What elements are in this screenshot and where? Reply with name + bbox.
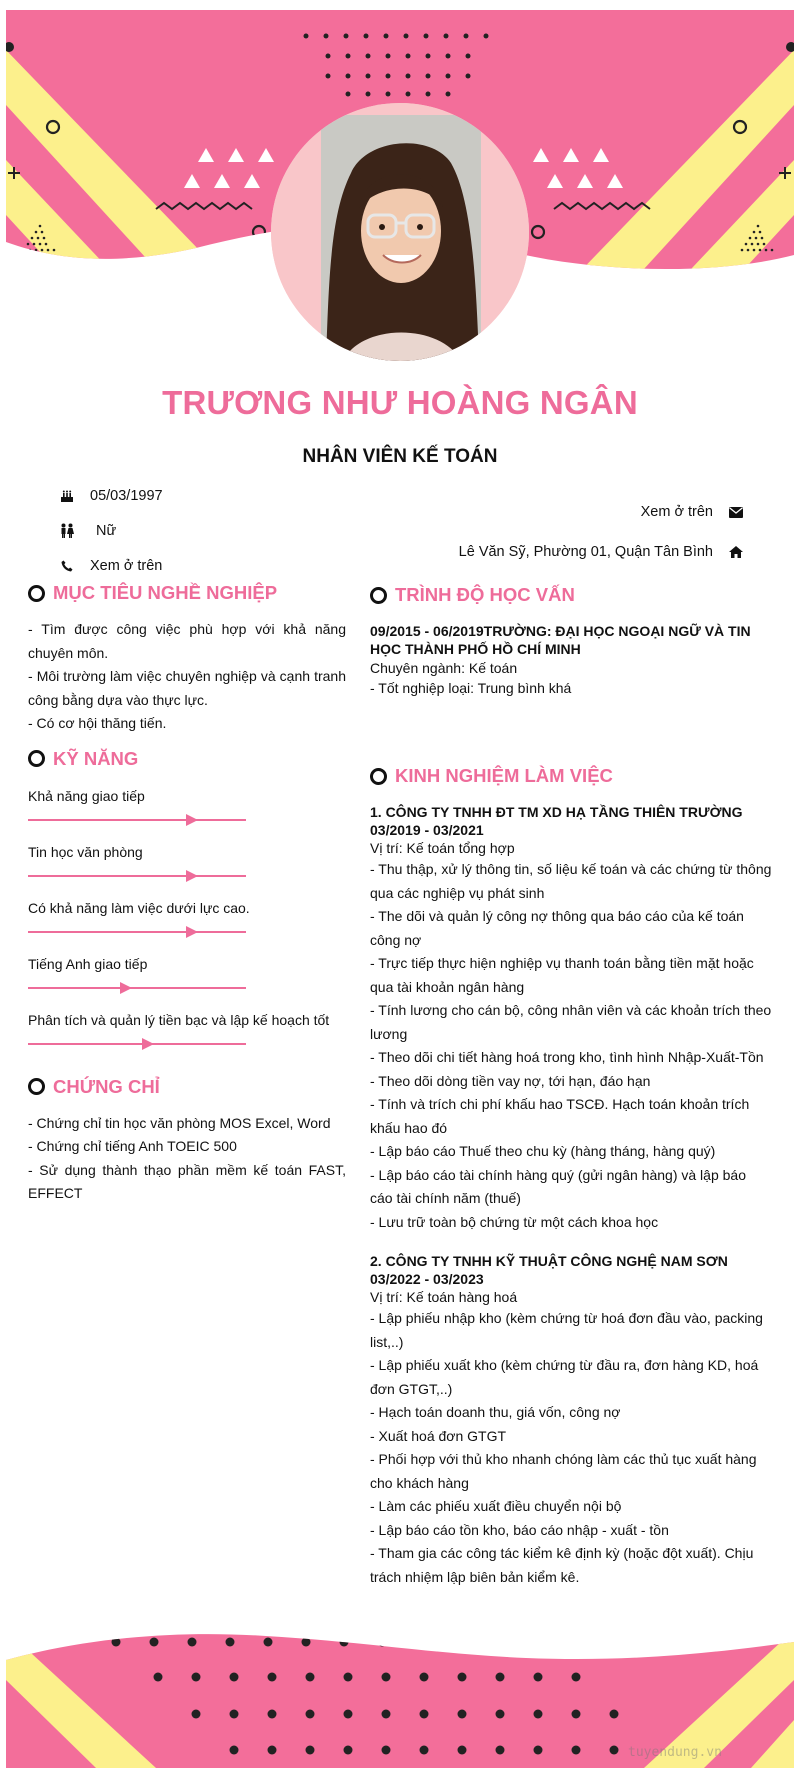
job-duty: - Tham gia các công tác kiểm kê định kỳ (hoặc đột xuất). Chịu trách nhiệm lập biên bản kiểm kê. xyxy=(370,1545,754,1585)
objective-header xyxy=(28,580,346,606)
phone-icon xyxy=(54,560,80,572)
contact-left xyxy=(54,478,163,583)
cv-paper xyxy=(6,10,794,1768)
skill-line xyxy=(28,987,246,989)
gender: Nữ xyxy=(96,522,117,539)
experience-title: KINH NGHIỆM LÀM VIỆC xyxy=(395,765,613,786)
skills-title: KỸ NĂNG xyxy=(53,747,139,769)
ring-icon xyxy=(28,1078,45,1095)
job-title: NHÂN VIÊN KẾ TOÁN xyxy=(302,446,498,467)
birthdate-row xyxy=(54,478,163,513)
profile-photo xyxy=(271,103,529,361)
ring-icon xyxy=(370,587,387,604)
right-column xyxy=(370,582,772,1607)
skill-marker xyxy=(120,982,132,994)
objective-title: MỤC TIÊU NGHỀ NGHIỆP xyxy=(53,582,278,603)
skill-marker xyxy=(142,1038,154,1050)
education-section xyxy=(370,582,772,699)
skill-item xyxy=(28,954,346,1006)
skill-label: Khả năng giao tiếp xyxy=(28,787,145,804)
job-duty: - Lập phiếu nhập kho (kèm chứng từ hoá đơn đầu vào, packing list,..) xyxy=(370,1310,763,1350)
job-company: 1. CÔNG TY TNHH ĐT TM XD HẠ TẦNG THIÊN TRƯỜNG xyxy=(370,804,743,820)
education-grade: - Tốt nghiệp loại: Trung bình khá xyxy=(370,680,572,696)
skill-bar xyxy=(28,976,246,1006)
skill-item xyxy=(28,786,346,838)
email-row xyxy=(459,492,749,532)
skill-line xyxy=(28,875,246,877)
address-row xyxy=(459,532,749,572)
avatar xyxy=(271,103,529,361)
job-duty: - Xuất hoá đơn GTGT xyxy=(370,1427,507,1444)
skill-label: Có khả năng làm việc dưới lực cao. xyxy=(28,899,250,916)
email: Xem ở trên xyxy=(640,504,713,520)
left-column xyxy=(28,580,346,1206)
candidate-name: TRƯƠNG NHƯ HOÀNG NGÂN xyxy=(162,384,638,421)
gender-row xyxy=(54,513,163,548)
skill-marker xyxy=(186,926,198,938)
skill-bar xyxy=(28,808,246,838)
job-position: Vị trí: Kế toán tổng hợp xyxy=(370,840,515,856)
watermark: tuyendung.vn xyxy=(628,1745,722,1760)
certificate-line: - Chứng chỉ tin học văn phòng MOS Excel, Word xyxy=(28,1114,331,1131)
certificate-line: - Sử dụng thành thạo phần mềm kế toán FAST, EFFECT xyxy=(28,1161,346,1201)
experience-section xyxy=(370,763,772,1589)
skill-bar xyxy=(28,920,246,950)
job-duty: - Làm các phiếu xuất điều chuyển nội bộ xyxy=(370,1498,622,1514)
skill-item xyxy=(28,898,346,950)
objective-line: - Môi trường làm việc chuyên nghiệp và cạnh tranh công bằng dựa vào thực lực. xyxy=(28,668,346,708)
experience-job-1 xyxy=(370,803,772,1234)
job-duty: - Tính và trích chi phí khấu hao TSCĐ. Hạch toán khoản trích khấu hao đó xyxy=(370,1096,750,1136)
job-company: 2. CÔNG TY TNHH KỸ THUẬT CÔNG NGHỆ NAM SƠN xyxy=(370,1253,728,1269)
job-duty: - Lưu trữ toàn bộ chứng từ một cách khoa học xyxy=(370,1213,659,1230)
certificates-title: CHỨNG CHỈ xyxy=(53,1075,160,1097)
job-position: Vị trí: Kế toán hàng hoá xyxy=(370,1289,518,1305)
objective-line: - Có cơ hội thăng tiến. xyxy=(28,715,167,731)
skills-section xyxy=(28,746,346,1062)
skill-bar xyxy=(28,1032,246,1062)
skill-item xyxy=(28,842,346,894)
ring-icon xyxy=(28,585,45,602)
job-duty: - Theo dõi chi tiết hàng hoá trong kho, tình hình Nhập-Xuất-Tồn xyxy=(370,1049,764,1065)
phone: Xem ở trên xyxy=(90,557,163,574)
job-duty: - Thu thập, xử lý thông tin, số liệu kế toán và các chứng từ thông qua các nghiệp vụ phát sinh xyxy=(370,861,772,901)
experience-job-2 xyxy=(370,1252,772,1589)
birthdate: 05/03/1997 xyxy=(90,487,163,504)
skills-header xyxy=(28,746,346,772)
contact-right xyxy=(459,492,749,572)
education-header xyxy=(370,582,772,608)
education-heading: 09/2015 - 06/2019TRƯỜNG: ĐẠI HỌC NGOẠI NGỮ VÀ TIN HỌC THÀNH PHỐ HỒ CHÍ MINH xyxy=(370,623,751,657)
gender-icon xyxy=(54,523,80,539)
job-duty: - Lập báo cáo tài chính hàng quý (gửi ngân hàng) và lập báo cáo tài chính năm (thuế) xyxy=(370,1166,746,1206)
job-period: 03/2019 - 03/2021 xyxy=(370,822,484,838)
job-duty: - Trực tiếp thực hiện nghiệp vụ thanh toán bằng tiền mặt hoặc qua tài khoản ngân hàng xyxy=(370,955,754,995)
experience-header xyxy=(370,763,772,789)
education-title: TRÌNH ĐỘ HỌC VẤN xyxy=(395,584,575,605)
cake-icon xyxy=(54,489,80,503)
objective-line: - Tìm được công việc phù hợp với khả năng chuyên môn. xyxy=(28,621,346,661)
job-duty: - The dõi và quản lý công nợ thông qua báo cáo của kế toán công nợ xyxy=(370,908,744,948)
home-icon xyxy=(723,546,749,558)
skill-line xyxy=(28,1043,246,1045)
job-duty: - Lập báo cáo tồn kho, báo cáo nhập - xuất - tồn xyxy=(370,1521,669,1538)
certificates-header xyxy=(28,1074,346,1100)
skill-line xyxy=(28,819,246,821)
certificate-line: - Chứng chỉ tiếng Anh TOEIC 500 xyxy=(28,1138,237,1154)
phone-row xyxy=(54,548,163,583)
job-duty: - Theo dõi dòng tiền vay nợ, tới hạn, đáo hạn xyxy=(370,1072,651,1089)
skill-item xyxy=(28,1010,346,1062)
objective-section xyxy=(28,580,346,736)
skill-line xyxy=(28,931,246,933)
skill-label: Phân tích và quản lý tiền bạc và lập kế hoạch tốt xyxy=(28,1011,330,1028)
job-period: 03/2022 - 03/2023 xyxy=(370,1271,484,1287)
address: Lê Văn Sỹ, Phường 01, Quận Tân Bình xyxy=(458,544,713,560)
skill-label: Tiếng Anh giao tiếp xyxy=(28,955,148,972)
envelope-icon xyxy=(723,507,749,518)
ring-icon xyxy=(28,750,45,767)
job-duty: - Lập báo cáo Thuế theo chu kỳ (hàng tháng, hàng quý) xyxy=(370,1143,716,1159)
job-duty: - Phối hợp với thủ kho nhanh chóng làm các thủ tục xuất hàng cho khách hàng xyxy=(370,1451,757,1491)
job-duty: - Hạch toán doanh thu, giá vốn, công nợ xyxy=(370,1404,621,1420)
skill-marker xyxy=(186,814,198,826)
job-duty: - Lập phiếu xuất kho (kèm chứng từ đầu ra, đơn hàng KD, hoá đơn GTGT,..) xyxy=(370,1357,759,1397)
skill-bar xyxy=(28,864,246,894)
education-major: Chuyên ngành: Kế toán xyxy=(370,660,518,676)
skill-label: Tin học văn phòng xyxy=(28,843,143,860)
job-duty: - Tính lương cho cán bộ, công nhân viên và các khoản trích theo lương xyxy=(370,1002,772,1042)
ring-icon xyxy=(370,768,387,785)
skill-marker xyxy=(186,870,198,882)
certificates-section xyxy=(28,1074,346,1206)
